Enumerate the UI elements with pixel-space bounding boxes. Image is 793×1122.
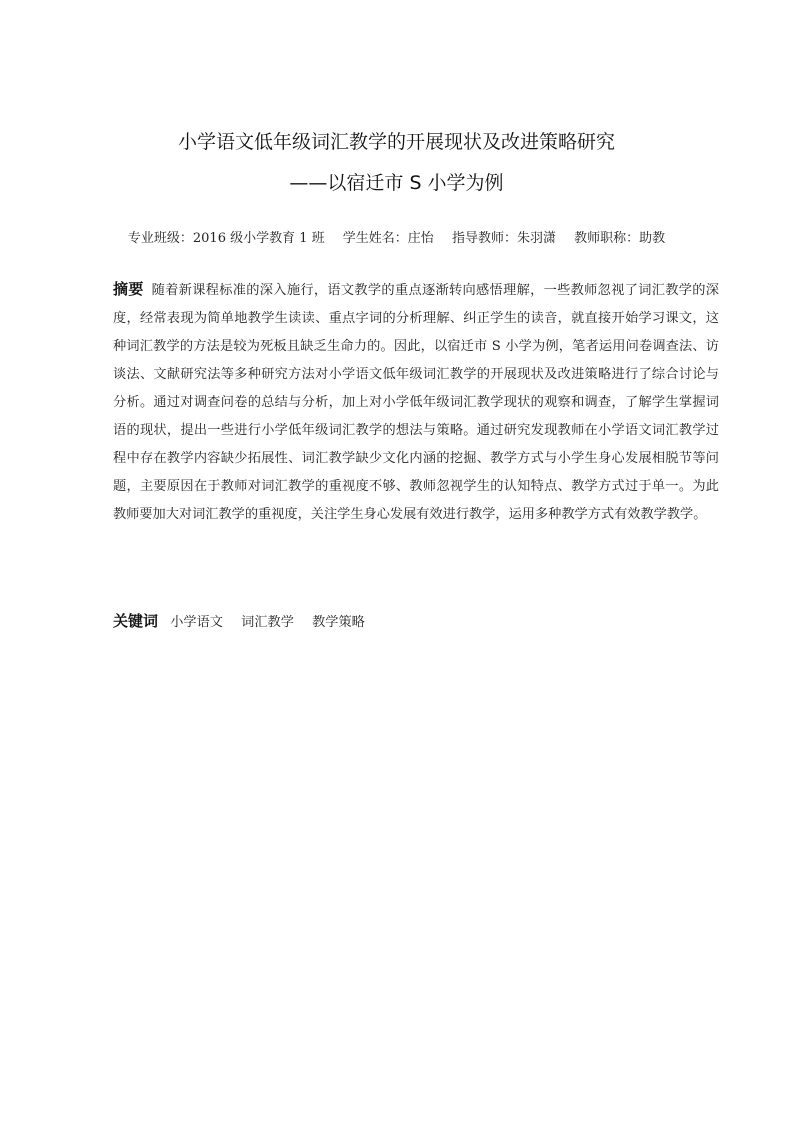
keyword: 教学策略 <box>312 615 365 630</box>
keyword: 小学语文 <box>170 615 223 630</box>
advisor-title: 教师职称：助教 <box>574 231 666 246</box>
student-name: 学生姓名：庄怡 <box>342 231 434 246</box>
abstract-label: 摘要 <box>113 280 144 298</box>
major-class: 专业班级：2016 级小学教育 1 班 <box>127 231 325 246</box>
abstract-section <box>113 275 719 529</box>
abstract-text: 随着新课程标准的深入施行，语文教学的重点逐渐转向感悟理解，一些教师忽视了词汇教学的深度，经常表现为简单地教学生读读、重点字词的分析理解、纠正学生的读音，就直接开始学习课文，这种词汇教学的方法是较为死板且缺乏生命力的。因此，以宿迁市 S 小学为例，笔者运用问卷调查法、访谈法、文献研究法等多种研究方法对小学语文低年级词汇教学的开展现状及改进策略进行了综合讨论与分析。通过对调查问卷的总结与分析，加上对小学低年级词汇教学现状的观察和调查，了解学生掌握词语的现状，提出一些进行小学低年级词汇教学的想法与策略。通过研究发现教师在小学语文词汇教学过程中存在教学内容缺少拓展性、词汇教学缺少文化内涵的挖掘、教学方式与小学生身心发展相脱节等问题，主要原因在于教师对词汇教学的重视度不够、教师忽视学生的认知特点、教学方式过于单一。为此教师要加大对词汇教学的重视度，关注学生身心发展有效进行教学，运用多种教学方式有效教学教学。 <box>113 283 719 522</box>
paper-subtitle: ——以宿迁市 S 小学为例 <box>289 172 504 194</box>
advisor-name: 指导教师：朱羽潇 <box>451 231 556 246</box>
keyword: 词汇教学 <box>241 615 294 630</box>
keywords-label: 关键词 <box>113 612 159 630</box>
paper-title: 小学语文低年级词汇教学的开展现状及改进策略研究 <box>177 131 615 153</box>
keywords-section <box>113 607 379 637</box>
author-info-line <box>0 227 793 246</box>
